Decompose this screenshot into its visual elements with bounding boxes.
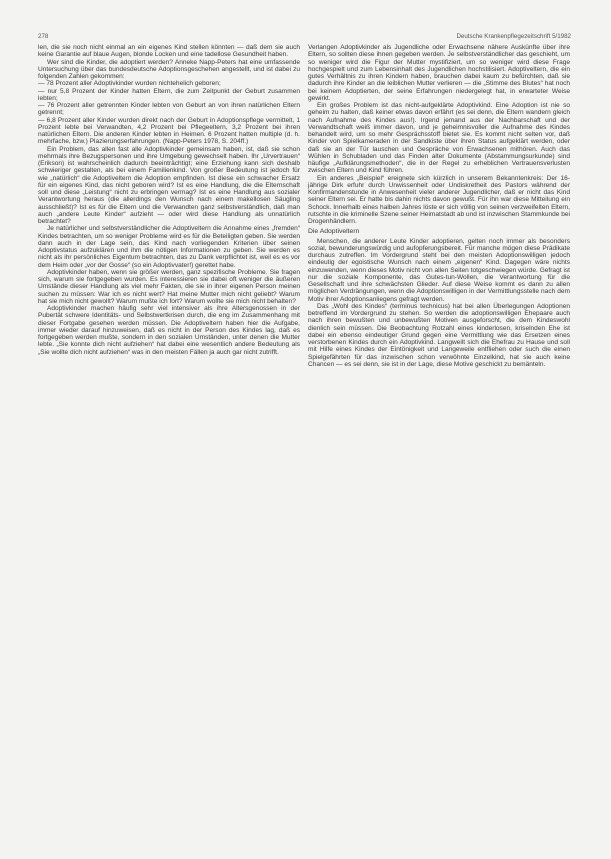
- paragraph: Menschen, die anderer Leute Kinder adoptieren, gelten noch immer als besonders sozial, bewunderungswürdig und aufopferungsbereit. Für manche mögen diese Prädikate durchaus zutreffen. Im Vordergrund steht bei den meisten Adoptionswilligen jedoch eindeutig der egoistische Wunsch nach einem „eigenen“ Kind. Dagegen wäre nichts einzuwenden, wenn dieses Motiv nicht von allen Seiten totgeschwiegen würde. Gefragt ist nur die soziale Komponente, das Gutes-tun-Wollen, die Verantwortung für die Gesellschaft und ihre schwächsten Glieder. Auf diese Weise kommt es dann zu allen möglichen Verdrängungen, wenn die Adoptionswilligen in der Vermittlungsstelle nach dem Motiv ihrer Adoptionsanliegens gefragt werden.: [308, 237, 570, 303]
- paragraph: len, die sie noch nicht einmal an ein eigenes Kind stellen könnten — daß dem sie auch keine Garantie auf blaue Augen, blonde Locken und eine tadellose Gesundheit haben.: [38, 44, 300, 59]
- section-heading: Die Adoptiveltern: [308, 228, 360, 236]
- right-column: [308, 44, 570, 368]
- paragraph: Das „Wohl des Kindes“ (terminus technicus) hat bei allen Überlegungen Adoptionen betreffend im Vordergrund zu stehen. So werden die adoptionswilligen Ehepaare auch nach ihren bewußten und unbewußten Motiven ausgeforscht, die dem Kindeswohl dienlich sein müssen. Die Beobachtung Rotzahl eines kinderlosen, kriselnden Ehe ist dabei ein ebenso eindeutiger Grund gegen eine Vermittlung wie das Ersetzen eines verstorbenen Kindes durch ein Adoptivkind. Langweilt sich die Ehefrau zu Hause und soll mit Hilfe eines Kindes der Eintönigkeit und Langeweile entfliehen oder such die einen Spielgefährten für das inzwischen schon verwöhnte Einzelkind, hat sie auch keine Chancen — es sei denn, sie ist in der Lage, diese Motive geschickt zu bemänteln.: [308, 302, 570, 368]
- paragraph: Verlangen Adoptivkinder als Jugendliche oder Erwachsene nähere Auskünfte über ihre Eltern, so sollten diese ihnen gegeben werden. Je selbstverständlicher das geschieht, um so weniger wird die Figur der Mutter mystifiziert, um so weniger wird diese Frage hochgespielt und zum Lebensinhalt des Jugendlichen hochstilisiert. Adoptiveltern, die ein gutes Verhältnis zu ihren Kindern haben, brauchen dabei kaum zu befürchten, daß sie dadurch ihre Kinder an die leiblichen Mutter verlieren — die „Stimme des Blutes“ hat noch bei keinem Adoptierten, der seine Erfahrungen niedergelegt hat, in erwarteter Weise gewirkt.: [308, 44, 570, 102]
- page-number: 278: [38, 33, 49, 40]
- journal-title: Deutsche Krankenpflegezeitschrift 5/1982: [456, 33, 571, 40]
- list-item: — 76 Prozent aller getrennten Kinder lebten von Geburt an von ihren natürlichen Eltern getrennt;: [38, 102, 300, 117]
- list-item: — 78 Prozent aller Adoptivkinder wurden nichtehelich geboren;: [38, 80, 221, 88]
- paragraph: Adoptivkinder machen häufig sehr viel intensiver als ihre Altersgenossen in der Pubertät schwere Identitäts- und Selbstwertkrisen durch, die eng im Zusammenhang mit dieser Fortgabe gesehen werden müssen. Die Adoptiveltern haben hier die Aufgabe, immer wieder darauf hinzuweisen, daß es nicht in der Person des Kindes lag, daß es fortgegeben werden mußte, sondern in den sozialen Umständen, unter denen die Mutter lebte. „Sie konnte dich nicht aufziehen“ hat dabei eine wesentlich andere Bedeutung als „Sie wollte dich nicht aufziehen“ was in den meisten Fällen ja auch gar nicht zutrifft.: [38, 305, 300, 356]
- list-item: — 6,8 Prozent aller Kinder wurden direkt nach der Geburt in Adoptionspflege vermittelt, 1 Prozent lebte bei Verwandten, 4,2 Prozent bei Pflegeeltern, 3,2 Prozent bei ihren natürlichen Eltern. Die anderen Kinder lebten in Heimen. 6 Prozent hatten multiple (d. h. mehrfache, bzw.) Plazierungserfahrungen. (Napp-Peters 1978, S. 204ff.): [38, 116, 300, 146]
- list-item: — nur 5,8 Prozent der Kinder hatten Eltern, die zum Zeitpunkt der Geburt zusammen lebten;: [38, 87, 300, 102]
- paragraph: Wer sind die Kinder, die adoptiert werden? Anneke Napp-Peters hat eine umfassende Untersuchung über das bundesdeutsche Adoptionsgeschehen angestellt, und ist dabei zu folgenden Zahlen gekommen:: [38, 58, 300, 80]
- paragraph: Ein Problem, das allen fast alle Adoptivkinder gemeinsam haben, ist, daß sie schon mehrmals ihre Bezugspersonen und ihre Umgebung gewechselt haben. Ihr „Urvertrauen“ (Erikson) ist wahrscheinlich dadurch beeinträchtigt; eine Erziehung kann sich deshalb schwieriger gestalten, als bei einem Familienkind. Von großer Bedeutung ist jedoch für wie „natürlich“ die Adoptiveltern die Adoption empfinden. Ist diese ein schwacher Ersatz für ein eigenes Kind, das nicht geboren wird? Ist es eine Handlung, die die Elternschaft soll und diese „Leistung“ nicht zu erbringen vermag? Ist es eine Handlung aus sozialer Verantwortung heraus (die allerdings den Wunsch nach einem makellosen Säugling ausschließt)? Ist es für die Eltern und die Verwandten ganz selbstverständlich, daß man auch „andere Leute Kinder“ aufzieht — oder wird diese Handlung als unnatürlich betrachtet?: [38, 145, 300, 225]
- left-column: [38, 44, 300, 356]
- paragraph: Ein großes Problem ist das nicht-aufgeklärte Adoptivkind. Eine Adoption ist nie so geheim zu halten, daß keiner etwas davon erfährt (es sei denn, die Eltern wandern gleich nach Aufnahme des Kindes aus!). Irgend jemand aus der Nachbarschaft und der Verwandtschaft weiß immer davon, und je geheimnisvoller die Aufnahme des Kindes behandelt wird, um so mehr Gesprächsstoff bietet sie. Es kommt nicht selten vor, daß Kinder von Spielkameraden in der Sandkiste über ihren Status aufgeklärt werden, oder daß sie an der Tür lauschen und Gespräche von Erwachsenen mithören. Auch das Wühlen in Schubladen und das Finden alter Dokumente (Abstammungsurkunde) sind häufige „Aufklärungsmethoden“, die in der Regel zu erheblichen Vertrauensverlusten zwischen Eltern und Kind führen.: [308, 102, 570, 175]
- paragraph: Ein anderes „Beispiel“ ereignete sich kürzlich in unserem Bekanntenkreis: Der 16-jährige Dirk erfuhr durch Unwissenheit oder Undiskretheit des Pastors während der Konfirmandenstunde in Anwesenheit vieler anderer Jugendlicher, daß er nicht das Kind seiner Eltern sei. Er hatte bis dahin nichts davon gewußt. Für ihn war diese Mitteilung ein Schock. Innerhalb eines halben Jahres löste er sich völlig von seinen verzweifelten Eltern, rutschte in die kriminelle Szene seiner Heimatstadt ab und ist inzwischen Stammkunde bei Drogenhändlern.: [308, 174, 571, 225]
- paragraph: Je natürlicher und selbstverständlicher die Adoptiveltern die Annahme eines „fremden“ Kindes betrachten, um so weniger Probleme wird es für die Beteiligten geben. Sie werden dann auch in der Lage sein, das Kind nach vorliegenden Kriterien über seinen Adoptivstatus aufzuklären und ihm die nötigen Informationen zu geben. Sie werden es nicht als ihr persönliches Eigentum betrachten, das zu Dank verpflichtet ist, weil es es vor dem Heim oder „vor der Gosse“ (so ein Adoptivvater!) gerettet habe.: [38, 225, 300, 269]
- paragraph: Adoptivkinder haben, wenn sie größer werden, ganz spezifische Probleme. Sie fragen sich, warum sie fortgegeben wurden. Es interessieren sie dabei oft weniger die äußeren Umstände dieser Handlung als viel mehr Fakten, die sie in ihrer eigenen Person meinen suchen zu müssen: War ich es nicht wert? Hat meine Mutter mich nicht geliebt? Warum hat sie mich nicht gewollt? Warum mußte ich fort? Warum wollte sie mich nicht behalten?: [38, 268, 300, 305]
